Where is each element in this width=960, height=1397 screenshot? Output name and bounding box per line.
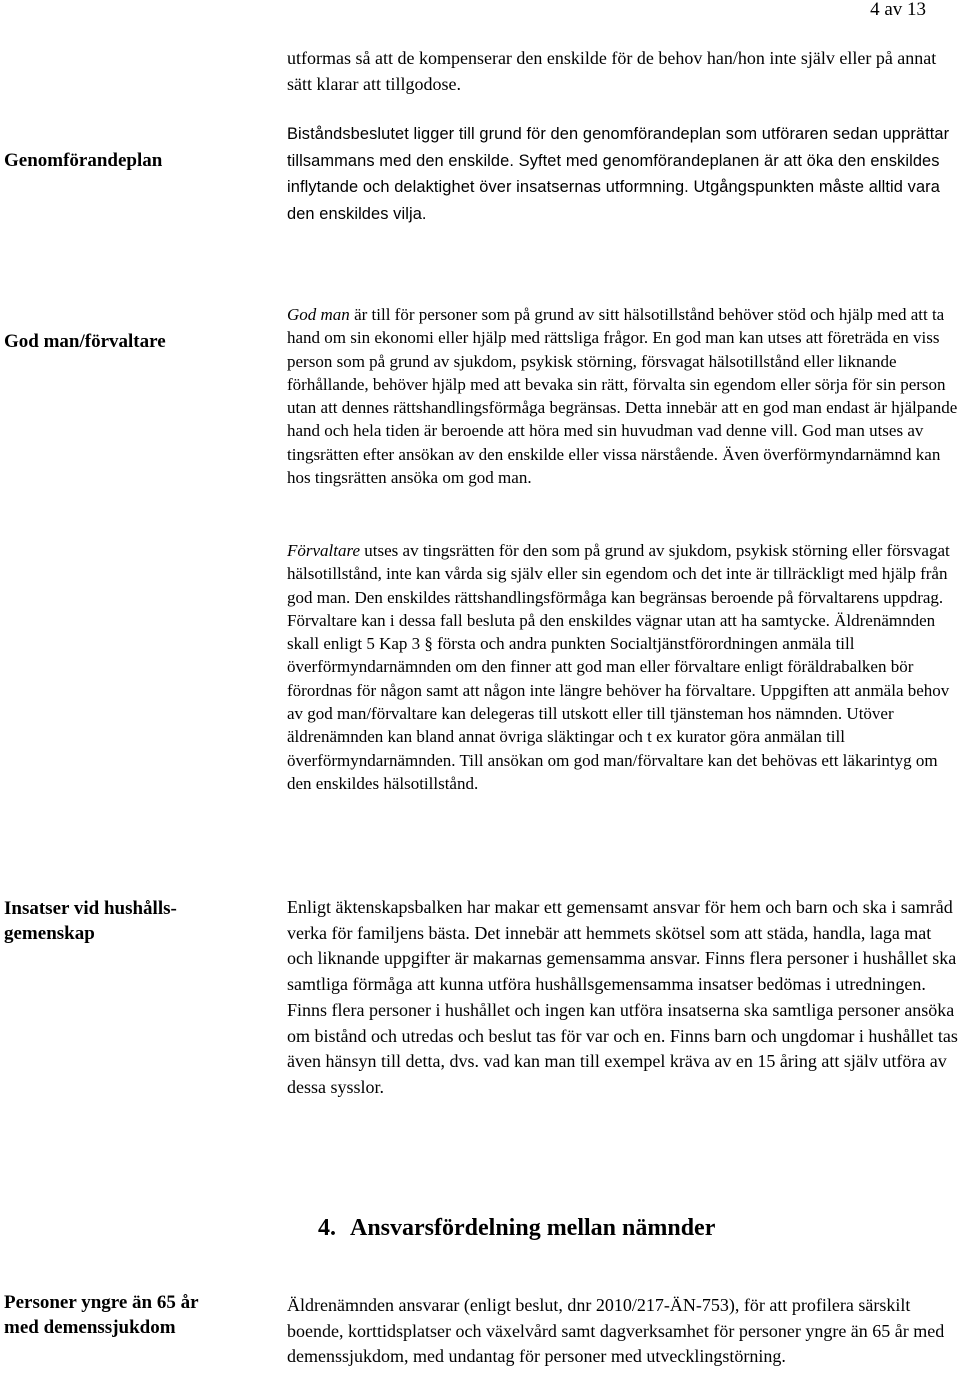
forvaltare-paragraph bbox=[287, 539, 959, 795]
section-label-yngre bbox=[4, 1290, 274, 1340]
hushall-label-line-1: Insatser vid hushålls- bbox=[4, 898, 177, 919]
chapter-heading bbox=[318, 1213, 715, 1243]
hushall-label-line-2: gemenskap bbox=[4, 923, 95, 944]
intro-paragraph: utformas så att de kompenserar den enskilde för de behov han/hon inte själv eller på annat sätt klarar att tillgodose. bbox=[287, 48, 937, 94]
god-man-paragraph bbox=[287, 303, 959, 489]
god-man-text: är till för personer som på grund av sitt hälsotillstånd behöver stöd och hjälp med att ta hand om sin ekonomi eller hjälp med rättsliga frågor. En god man kan utses att företräda en viss person som på grund av sjukdom, psykisk störning, försvagat hälsotillstånd eller liknande förhållande, behöver hjälp med att bevaka sin rätt, förvalta sin egendom eller sörja för sin person utan att dennes rättshandlingsförmåga begränsas. Detta innebär att en god man endast är hjälpande hand och hela tiden är beroende att höra med sin huvudman vad denne vill. God man utses av tingsrätten efter ansökan av den enskilde eller vissa närstående. Även överförmyndarnämnd kan hos tingsrätten ansöka om god man. bbox=[287, 305, 958, 488]
page-number: 4 av 13 bbox=[870, 0, 926, 20]
yngre-label-line-1: Personer yngre än 65 år bbox=[4, 1292, 199, 1313]
section-label-genomforandeplan: Genomförandeplan bbox=[4, 150, 163, 171]
yngre-label-line-2: med demenssjukdom bbox=[4, 1317, 176, 1338]
hushall-paragraph: Enligt äktenskapsbalken har makar ett gemensamt ansvar för hem och barn och ska i samråd verka för familjens bästa. Det innebär att hemmets skötsel som att städa, handla, laga mat och liknande uppgifter är makarnas gemensamma ansvar. Finns flera personer i hushållet ska samtliga förmåga att kunna utföra hushållsgemensamma insatser bedömas i utredningen. Finns flera personer i hushållet och ingen kan utföra insatserna ska samtliga personer ansöka om bistånd och utredas och beslut tas för var och en. Finns barn och ungdomar i hushållet tas även hänsyn till detta, dvs. vad kan man till exempel kräva av en 15 åring att själv utföra av dessa sysslor. bbox=[287, 897, 958, 1097]
genomforandeplan-paragraph: Biståndsbeslutet ligger till grund för den genomförandeplan som utföraren sedan upprättar tillsammans med den enskilde. Syftet med genomförandeplanen är att öka den enskildes inflytande och delaktighet över insatsernas utformning. Utgångspunkten måste alltid vara den enskildes vilja. bbox=[287, 125, 950, 223]
forvaltare-term: Förvaltare bbox=[287, 541, 361, 560]
chapter-number: 4. bbox=[318, 1215, 336, 1241]
forvaltare-text: utses av tingsrätten för den som på grund av sjukdom, psykisk störning eller försvagat hälsotillstånd, inte kan vårda sig själv eller sin egendom och det inte är tillräckligt med hjälp från god man. Den enskildes rättshandlingsförmåga kan begränsas beroende på förvaltarens uppdrag. Förvaltare kan i dessa fall besluta på den enskildes vägnar utan att ha samtycke. Äldrenämnden skall enligt 5 Kap 3 § första och andra punkten Socialtjänstförordningen anmäla till överförmyndarnämnden om den finner att god man eller förvaltare enligt föräldrabalken bör förordnas för någon samt att någon inte längre behöver ha förvaltare. Uppgiften att anmäla behov av god man/förvaltare kan delegeras till utskott eller till tjänsteman hos nämnden. Utöver äldrenämnden kan bland annat övriga släktingar och t ex kurator göra anmälan till överförmyndarnämnden. Till ansökan om god man/förvaltare kan det behövas ett läkarintyg om den enskildes hälsotillstånd. bbox=[287, 541, 950, 793]
chapter-title: Ansvarsfördelning mellan nämnder bbox=[350, 1215, 716, 1241]
section-label-god-man: God man/förvaltare bbox=[4, 331, 166, 352]
yngre-paragraph: Äldrenämnden ansvarar (enligt beslut, dnr 2010/217-ÄN-753), för att profilera särskilt boende, korttidsplatser och växelvård samt dagverksamhet för personer yngre än 65 år med demenssjukdom, med undantag för personer med utvecklingstörning. bbox=[287, 1295, 945, 1367]
section-label-hushall bbox=[4, 896, 274, 946]
god-man-term: God man bbox=[287, 305, 350, 324]
